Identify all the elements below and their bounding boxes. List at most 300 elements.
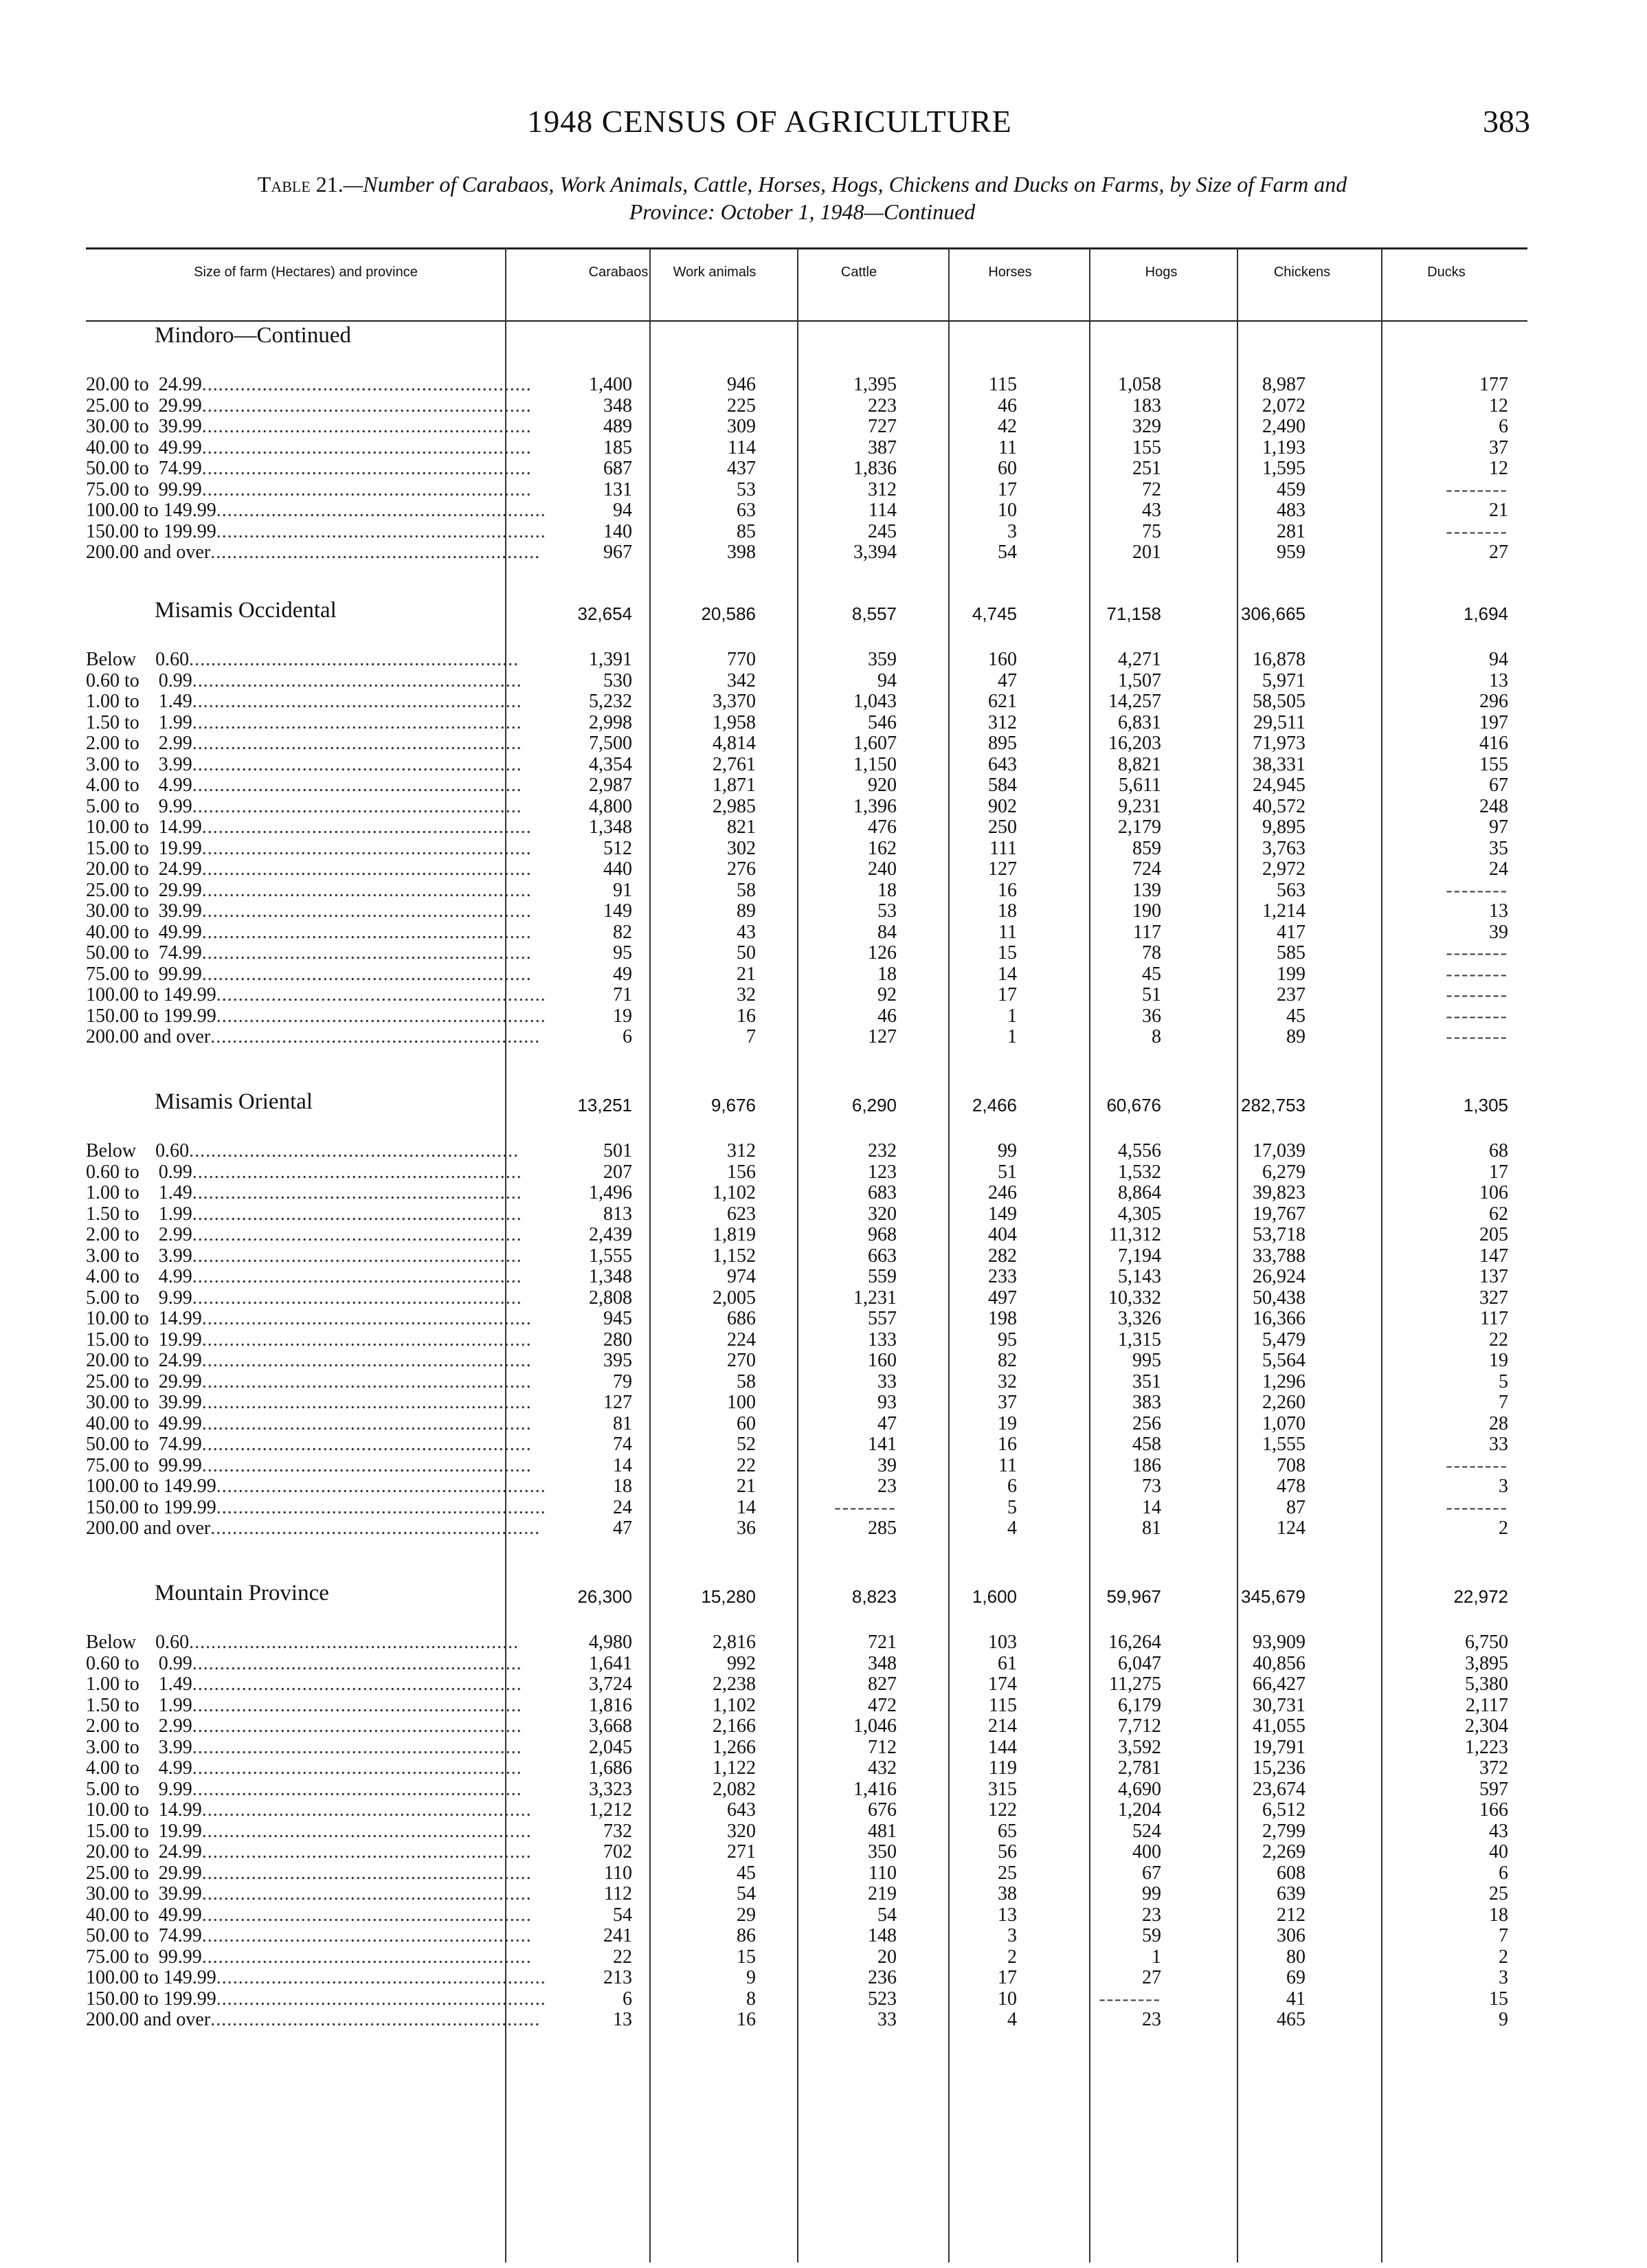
row-label-text: 50.00 to 74.99 bbox=[86, 458, 202, 479]
cell: 3,592 bbox=[1118, 1736, 1161, 1758]
cell: 859 bbox=[1132, 837, 1161, 859]
cell: 67 bbox=[1489, 775, 1508, 796]
section-total: 2,466 bbox=[972, 1095, 1017, 1115]
table-row bbox=[86, 1518, 1527, 1539]
row-label-text: 1.00 to 1.49 bbox=[86, 691, 192, 712]
cell: 4,800 bbox=[589, 795, 632, 817]
row-label bbox=[86, 1328, 532, 1350]
section-total: 8,557 bbox=[851, 603, 897, 624]
cell: 207 bbox=[603, 1161, 632, 1183]
cell: 2,072 bbox=[1262, 394, 1306, 416]
cell: 28 bbox=[1489, 1412, 1508, 1434]
row-label bbox=[86, 1757, 522, 1779]
cell: 45 bbox=[1142, 963, 1161, 985]
leader-dots: ............................................................ bbox=[210, 1026, 541, 1047]
section-total: 71,158 bbox=[1106, 603, 1161, 624]
cell: 5,380 bbox=[1465, 1674, 1508, 1695]
cell: 2,082 bbox=[713, 1778, 756, 1800]
row-label bbox=[86, 1715, 522, 1737]
cell: 24 bbox=[1489, 858, 1508, 880]
column-header-6: Chickens bbox=[1273, 265, 1331, 280]
cell: 481 bbox=[868, 1820, 897, 1842]
cell: 23 bbox=[1142, 2009, 1161, 2030]
cell: -------- bbox=[1099, 1988, 1161, 2010]
row-label bbox=[86, 1799, 532, 1821]
cell: 13 bbox=[613, 2009, 632, 2030]
cell: 946 bbox=[727, 374, 756, 395]
cell: 75 bbox=[1142, 520, 1161, 542]
cell: 1,958 bbox=[713, 711, 756, 733]
cell: 440 bbox=[603, 858, 632, 880]
cell: 22 bbox=[613, 1946, 632, 1968]
cell: 10,332 bbox=[1108, 1287, 1161, 1309]
cell: 1,348 bbox=[589, 816, 632, 838]
cell: 584 bbox=[988, 775, 1017, 796]
leader-dots: ............................................................ bbox=[192, 691, 522, 712]
cell: 42 bbox=[998, 416, 1017, 437]
cell: 94 bbox=[877, 669, 897, 691]
cell: 127 bbox=[988, 858, 1017, 880]
leader-dots: ............................................................ bbox=[192, 1245, 522, 1267]
cell: 1,686 bbox=[589, 1757, 632, 1779]
row-label bbox=[86, 520, 546, 542]
cell: 7 bbox=[746, 1026, 756, 1047]
cell: 155 bbox=[1479, 753, 1508, 775]
cell: 398 bbox=[727, 542, 756, 563]
cell: 174 bbox=[988, 1674, 1017, 1695]
row-label-text: 25.00 to 29.99 bbox=[86, 1862, 202, 1884]
cell: 81 bbox=[1142, 1517, 1161, 1539]
row-label bbox=[86, 1266, 522, 1287]
table-rule-1 bbox=[86, 320, 1527, 322]
row-label bbox=[86, 1161, 522, 1183]
cell: 1,555 bbox=[1262, 1434, 1306, 1455]
leader-dots: ............................................................ bbox=[201, 1862, 532, 1884]
cell: 2,179 bbox=[1118, 816, 1161, 838]
row-label-text: 200.00 and over bbox=[86, 542, 211, 563]
table-row bbox=[86, 733, 1527, 754]
cell: -------- bbox=[1446, 520, 1508, 542]
cell: 1,223 bbox=[1465, 1736, 1508, 1758]
table-row bbox=[86, 1414, 1527, 1434]
cell: 557 bbox=[868, 1308, 897, 1329]
cell: 686 bbox=[727, 1308, 756, 1329]
row-label bbox=[86, 1925, 532, 1946]
leader-dots: ............................................................ bbox=[192, 1715, 522, 1737]
cell: 236 bbox=[868, 1967, 897, 1988]
row-label bbox=[86, 1434, 532, 1455]
row-label bbox=[86, 711, 522, 733]
cell: 54 bbox=[877, 1904, 897, 1926]
table-row bbox=[86, 1434, 1527, 1455]
cell: 41 bbox=[1286, 1988, 1306, 2010]
cell: 213 bbox=[603, 1967, 632, 1988]
row-label-text: 200.00 and over bbox=[86, 1517, 211, 1539]
cell: 296 bbox=[1479, 691, 1508, 712]
table-row bbox=[86, 859, 1527, 880]
cell: -------- bbox=[1446, 879, 1508, 901]
cell: 1,231 bbox=[853, 1287, 897, 1309]
cell: 19,767 bbox=[1253, 1203, 1306, 1225]
cell: 1 bbox=[1152, 1946, 1161, 1968]
cell: 5 bbox=[1007, 1496, 1017, 1518]
cell: 183 bbox=[1132, 394, 1161, 416]
cell: 663 bbox=[868, 1245, 897, 1267]
table-row bbox=[86, 2010, 1527, 2030]
table-row bbox=[86, 1330, 1527, 1350]
cell: 30,731 bbox=[1253, 1694, 1306, 1716]
cell: 17 bbox=[1489, 1161, 1508, 1183]
cell: 395 bbox=[603, 1350, 632, 1371]
row-label bbox=[86, 900, 532, 922]
row-label bbox=[86, 1496, 546, 1518]
cell: 1,607 bbox=[853, 733, 897, 754]
cell: 84 bbox=[877, 921, 897, 943]
cell: 727 bbox=[868, 416, 897, 437]
cell: 512 bbox=[603, 837, 632, 859]
cell: 17,039 bbox=[1253, 1140, 1306, 1161]
table-row bbox=[86, 985, 1527, 1005]
cell: 1,819 bbox=[713, 1224, 756, 1245]
column-header-4: Horses bbox=[988, 265, 1032, 280]
cell: 458 bbox=[1132, 1434, 1161, 1455]
row-label-text: 4.00 to 4.99 bbox=[86, 1757, 192, 1779]
row-label bbox=[86, 1350, 532, 1371]
cell: 139 bbox=[1132, 879, 1161, 901]
section-total: 9,676 bbox=[710, 1095, 756, 1115]
cell: 4,271 bbox=[1118, 649, 1161, 670]
table-row bbox=[86, 1632, 1527, 1653]
cell: 38 bbox=[998, 1883, 1017, 1904]
cell: 56 bbox=[998, 1841, 1017, 1863]
cell: 11 bbox=[998, 921, 1017, 943]
table-row bbox=[86, 817, 1527, 838]
row-label-text: 100.00 to 149.99 bbox=[86, 500, 216, 521]
cell: 23,674 bbox=[1253, 1778, 1306, 1800]
cell: 2 bbox=[1007, 1946, 1017, 1968]
table-row bbox=[86, 480, 1527, 500]
table-row bbox=[86, 1863, 1527, 1884]
cell: 1,102 bbox=[713, 1182, 756, 1203]
cell: 417 bbox=[1277, 921, 1306, 943]
cell: 13 bbox=[1489, 900, 1508, 922]
row-label-text: Below 0.60 bbox=[86, 1632, 190, 1653]
cell: 46 bbox=[877, 1005, 897, 1027]
cell: 501 bbox=[603, 1140, 632, 1161]
table-row bbox=[86, 416, 1527, 437]
cell: 472 bbox=[868, 1694, 897, 1716]
cell: 2,269 bbox=[1262, 1841, 1306, 1863]
cell: 50,438 bbox=[1253, 1287, 1306, 1309]
cell: 51 bbox=[1142, 984, 1161, 1005]
row-label-text: 1.50 to 1.99 bbox=[86, 711, 192, 733]
leader-dots: ............................................................ bbox=[192, 1224, 522, 1245]
cell: 43 bbox=[1489, 1820, 1508, 1842]
cell: 41,055 bbox=[1253, 1715, 1306, 1737]
cell: 437 bbox=[727, 458, 756, 479]
leader-dots: ............................................................ bbox=[201, 858, 532, 880]
leader-dots: ............................................................ bbox=[201, 1820, 532, 1842]
cell: 27 bbox=[1489, 542, 1508, 563]
cell: 276 bbox=[727, 858, 756, 880]
cell: 245 bbox=[868, 520, 897, 542]
cell: 4,814 bbox=[713, 733, 756, 754]
leader-dots: ............................................................ bbox=[216, 500, 546, 521]
cell: 36 bbox=[1142, 1005, 1161, 1027]
cell: 967 bbox=[603, 542, 632, 563]
cell: 315 bbox=[988, 1778, 1017, 1800]
cell: 404 bbox=[988, 1224, 1017, 1245]
row-label-text: 3.00 to 3.99 bbox=[86, 1245, 192, 1267]
cell: 1,266 bbox=[713, 1736, 756, 1758]
leader-dots: ............................................................ bbox=[192, 1652, 522, 1674]
leader-dots: ............................................................ bbox=[201, 1350, 532, 1371]
leader-dots: ............................................................ bbox=[201, 1883, 532, 1904]
cell: 21 bbox=[737, 1476, 756, 1497]
cell: 902 bbox=[988, 795, 1017, 817]
cell: 45 bbox=[1286, 1005, 1306, 1027]
cell: 15 bbox=[1489, 1988, 1508, 2010]
cell: 68 bbox=[1489, 1140, 1508, 1161]
cell: 1,836 bbox=[853, 458, 897, 479]
cell: 465 bbox=[1277, 2009, 1306, 2030]
cell: 140 bbox=[603, 520, 632, 542]
section-total: 345,679 bbox=[1241, 1586, 1306, 1607]
cell: 2,972 bbox=[1262, 858, 1306, 880]
cell: 82 bbox=[613, 921, 632, 943]
leader-dots: ............................................................ bbox=[192, 1161, 522, 1183]
row-label-text: 40.00 to 49.99 bbox=[86, 1904, 202, 1926]
cell: 5,479 bbox=[1262, 1328, 1306, 1350]
cell: 348 bbox=[603, 394, 632, 416]
cell: 33 bbox=[877, 1370, 897, 1392]
row-label-text: 5.00 to 9.99 bbox=[86, 1287, 192, 1309]
cell: 248 bbox=[1479, 795, 1508, 817]
caption-line-2: Province: October 1, 1948—Continued bbox=[629, 199, 976, 224]
cell: 237 bbox=[1277, 984, 1306, 1005]
cell: 95 bbox=[613, 942, 632, 964]
table-row bbox=[86, 1288, 1527, 1309]
cell: 476 bbox=[868, 816, 897, 838]
cell: 285 bbox=[868, 1517, 897, 1539]
cell: 19 bbox=[613, 1005, 632, 1027]
leader-dots: ............................................................ bbox=[201, 1392, 532, 1413]
cell: 7 bbox=[1499, 1392, 1508, 1413]
cell: 162 bbox=[868, 837, 897, 859]
cell: 16,264 bbox=[1108, 1632, 1161, 1653]
cell: 3,724 bbox=[589, 1674, 632, 1695]
cell: 87 bbox=[1286, 1496, 1306, 1518]
cell: 16,203 bbox=[1108, 733, 1161, 754]
cell: 149 bbox=[988, 1203, 1017, 1225]
cell: 3,326 bbox=[1118, 1308, 1161, 1329]
cell: 240 bbox=[868, 858, 897, 880]
column-header-stub: Size of farm (Hectares) and province bbox=[194, 265, 418, 280]
cell: 992 bbox=[727, 1652, 756, 1674]
cell: -------- bbox=[1446, 1454, 1508, 1476]
cell: 53 bbox=[737, 478, 756, 500]
row-label-text: 200.00 and over bbox=[86, 2009, 211, 2030]
cell: 9,231 bbox=[1118, 795, 1161, 817]
row-label bbox=[86, 1454, 532, 1476]
table-row bbox=[86, 375, 1527, 395]
row-label-text: 100.00 to 149.99 bbox=[86, 1476, 216, 1497]
cell: 2,045 bbox=[589, 1736, 632, 1758]
table-row bbox=[86, 901, 1527, 922]
column-header-2: Work animals bbox=[673, 265, 757, 280]
cell: 3,323 bbox=[589, 1778, 632, 1800]
row-label bbox=[86, 1967, 546, 1988]
row-label-text: 15.00 to 19.99 bbox=[86, 1820, 202, 1842]
section-name: Misamis Oriental bbox=[155, 1089, 313, 1114]
cell: 12 bbox=[1489, 394, 1508, 416]
row-label bbox=[86, 1224, 522, 1245]
cell: 38,331 bbox=[1253, 753, 1306, 775]
leader-dots: ............................................................ bbox=[216, 984, 546, 1005]
table-row bbox=[86, 1027, 1527, 1047]
row-label bbox=[86, 733, 522, 754]
row-label-text: 20.00 to 24.99 bbox=[86, 374, 202, 395]
row-label-text: 1.50 to 1.99 bbox=[86, 1694, 192, 1716]
cell: 18 bbox=[877, 963, 897, 985]
leader-dots: ............................................................ bbox=[201, 900, 532, 922]
cell: 92 bbox=[877, 984, 897, 1005]
page-number: 383 bbox=[1483, 104, 1530, 139]
cell: 7,500 bbox=[589, 733, 632, 754]
row-label-text: 25.00 to 29.99 bbox=[86, 879, 202, 901]
row-label-text: Below 0.60 bbox=[86, 649, 190, 670]
leader-dots: ............................................................ bbox=[201, 1904, 532, 1926]
cell: 80 bbox=[1286, 1946, 1306, 1968]
cell: 2 bbox=[1499, 1517, 1508, 1539]
row-label bbox=[86, 1904, 532, 1926]
cell: 131 bbox=[603, 478, 632, 500]
cell: 63 bbox=[737, 500, 756, 521]
cell: 39 bbox=[1489, 921, 1508, 943]
cell: 52 bbox=[737, 1434, 756, 1455]
row-label bbox=[86, 458, 532, 479]
cell: 270 bbox=[727, 1350, 756, 1371]
table-row bbox=[86, 649, 1527, 670]
cell: -------- bbox=[1446, 1496, 1508, 1518]
cell: 821 bbox=[727, 816, 756, 838]
leader-dots: ............................................................ bbox=[210, 2009, 541, 2030]
cell: 3 bbox=[1007, 1925, 1017, 1946]
row-label bbox=[86, 1841, 532, 1863]
cell: 895 bbox=[988, 733, 1017, 754]
cell: 621 bbox=[988, 691, 1017, 712]
cell: 223 bbox=[868, 394, 897, 416]
cell: 69 bbox=[1286, 1967, 1306, 1988]
table-row bbox=[86, 1842, 1527, 1863]
row-label-text: 20.00 to 24.99 bbox=[86, 1841, 202, 1863]
leader-dots: ............................................................ bbox=[201, 1328, 532, 1350]
cell: 106 bbox=[1479, 1182, 1508, 1203]
cell: 43 bbox=[737, 921, 756, 943]
section-total: 4,745 bbox=[972, 603, 1017, 624]
cell: 11 bbox=[998, 436, 1017, 458]
cell: 13 bbox=[998, 1904, 1017, 1926]
row-label-text: 3.00 to 3.99 bbox=[86, 1736, 192, 1758]
cell: 9 bbox=[746, 1967, 756, 1988]
cell: 1,395 bbox=[853, 374, 897, 395]
cell: 133 bbox=[868, 1328, 897, 1350]
cell: 11 bbox=[998, 1454, 1017, 1476]
cell: 1,212 bbox=[589, 1799, 632, 1821]
row-label-text: 4.00 to 4.99 bbox=[86, 775, 192, 796]
row-label bbox=[86, 542, 541, 563]
cell: 246 bbox=[988, 1182, 1017, 1203]
cell: 2,985 bbox=[713, 795, 756, 817]
cell: 6,179 bbox=[1118, 1694, 1161, 1716]
cell: 17 bbox=[998, 1967, 1017, 1988]
row-label-text: 25.00 to 29.99 bbox=[86, 394, 202, 416]
cell: 37 bbox=[1489, 436, 1508, 458]
cell: 309 bbox=[727, 416, 756, 437]
cell: 10 bbox=[998, 500, 1017, 521]
row-label-text: 3.00 to 3.99 bbox=[86, 753, 192, 775]
cell: 483 bbox=[1277, 500, 1306, 521]
cell: 32 bbox=[998, 1370, 1017, 1392]
cell: 3 bbox=[1007, 520, 1017, 542]
cell: 71,973 bbox=[1253, 733, 1306, 754]
cell: 8 bbox=[746, 1988, 756, 2010]
cell: 11,275 bbox=[1109, 1674, 1161, 1695]
cell: 72 bbox=[1142, 478, 1161, 500]
cell: -------- bbox=[834, 1496, 897, 1518]
cell: 18 bbox=[613, 1476, 632, 1497]
row-label bbox=[86, 1140, 519, 1161]
cell: 53 bbox=[877, 900, 897, 922]
leader-dots: ............................................................ bbox=[192, 775, 522, 796]
cell: 54 bbox=[998, 542, 1017, 563]
cell: 1,595 bbox=[1262, 458, 1306, 479]
leader-dots: ............................................................ bbox=[201, 1799, 532, 1821]
section-total: 60,676 bbox=[1106, 1095, 1161, 1115]
leader-dots: ............................................................ bbox=[192, 669, 522, 691]
cell: 201 bbox=[1132, 542, 1161, 563]
row-label bbox=[86, 984, 546, 1005]
cell: 945 bbox=[603, 1308, 632, 1329]
cell: 20 bbox=[877, 1946, 897, 1968]
cell: -------- bbox=[1446, 963, 1508, 985]
table-row bbox=[86, 1350, 1527, 1371]
cell: 400 bbox=[1132, 1841, 1161, 1863]
table-row bbox=[86, 1456, 1527, 1476]
cell: 40,856 bbox=[1253, 1652, 1306, 1674]
row-label-text: 30.00 to 39.99 bbox=[86, 1883, 202, 1904]
table-row bbox=[86, 1947, 1527, 1968]
cell: 280 bbox=[603, 1328, 632, 1350]
row-label bbox=[86, 416, 532, 437]
cell: 93,909 bbox=[1253, 1632, 1306, 1653]
leader-dots: ............................................................ bbox=[201, 1946, 532, 1968]
leader-dots: ............................................................ bbox=[216, 1988, 546, 2010]
table-row bbox=[86, 1498, 1527, 1518]
cell: 74 bbox=[613, 1434, 632, 1455]
cell: 94 bbox=[1489, 649, 1508, 670]
table-row bbox=[86, 1821, 1527, 1842]
row-label bbox=[86, 2009, 541, 2030]
table-row bbox=[86, 1392, 1527, 1413]
cell: 342 bbox=[727, 669, 756, 691]
leader-dots: ............................................................ bbox=[201, 921, 532, 943]
table-row bbox=[86, 880, 1527, 901]
cell: 416 bbox=[1479, 733, 1508, 754]
row-label bbox=[86, 795, 522, 817]
cell: 6 bbox=[623, 1988, 632, 2010]
cell: 43 bbox=[1142, 500, 1161, 521]
